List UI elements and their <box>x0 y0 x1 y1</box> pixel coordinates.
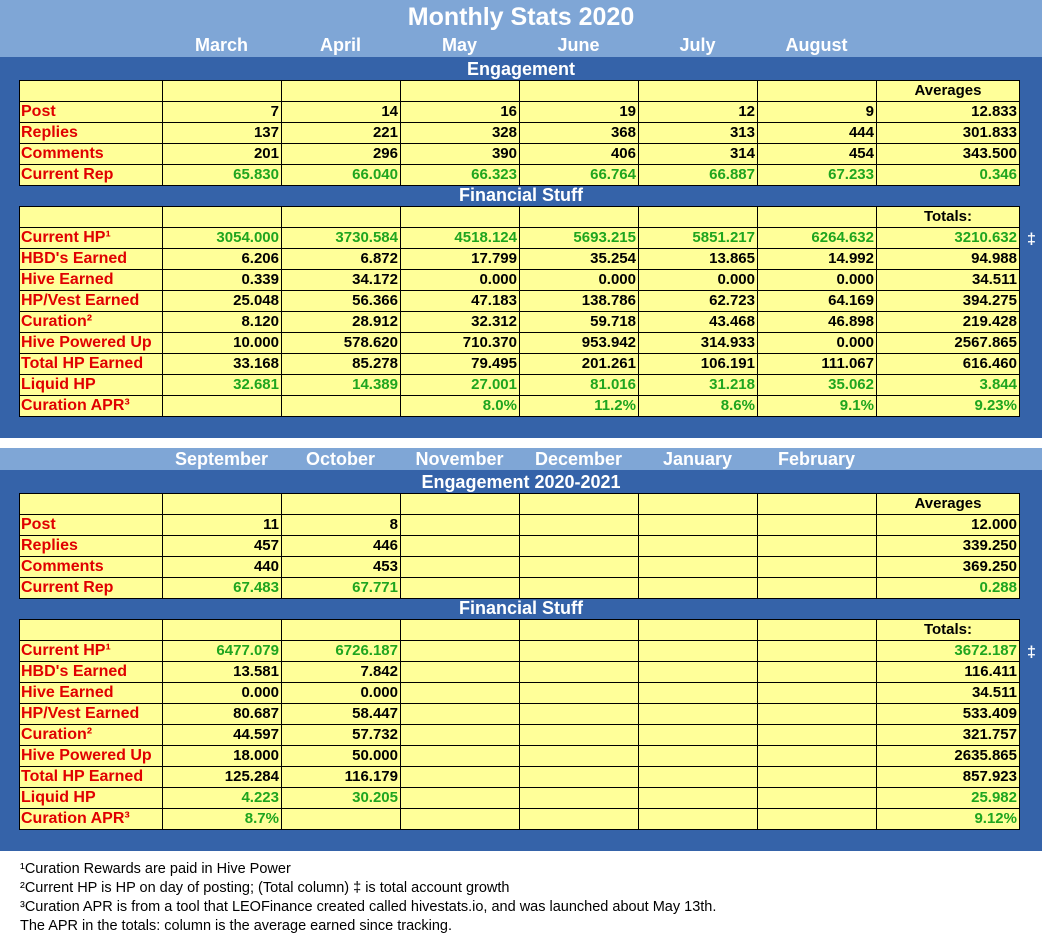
empty-cell <box>163 81 282 102</box>
row-label: Curation APR³ <box>20 396 163 417</box>
value-cell: 47.183 <box>401 291 520 312</box>
engagement-title-2: Engagement 2020-2021 <box>421 472 621 492</box>
row-label: Comments <box>20 144 163 165</box>
row-label: Curation² <box>20 312 163 333</box>
value-cell: 8.7% <box>163 809 282 830</box>
value-cell: 314 <box>639 144 758 165</box>
value-cell: 440 <box>163 557 282 578</box>
value-cell: 33.168 <box>163 354 282 375</box>
value-cell: 710.370 <box>401 333 520 354</box>
value-cell: 27.001 <box>401 375 520 396</box>
empty-cell <box>520 494 639 515</box>
value-cell <box>758 767 877 788</box>
summary-cell: 301.833 <box>877 123 1020 144</box>
table-row <box>20 375 1020 396</box>
engagement-table-2 <box>19 493 1020 599</box>
row-label: Replies <box>20 123 163 144</box>
section-separator <box>0 438 1042 448</box>
value-cell: 201.261 <box>520 354 639 375</box>
value-cell <box>758 557 877 578</box>
footnote: The APR in the totals: column is the average earned since tracking. <box>20 918 453 934</box>
summary-cell: 116.411 <box>877 662 1020 683</box>
empty-cell <box>639 620 758 641</box>
value-cell <box>520 662 639 683</box>
value-cell: 35.254 <box>520 249 639 270</box>
summary-cell: 9.23% <box>877 396 1020 417</box>
table-row <box>20 333 1020 354</box>
empty-cell <box>758 494 877 515</box>
summary-cell: 2567.865 <box>877 333 1020 354</box>
value-cell: 66.323 <box>401 165 520 186</box>
value-cell: 81.016 <box>520 375 639 396</box>
row-label: HBD's Earned <box>20 662 163 683</box>
empty-cell <box>401 620 520 641</box>
table-row <box>20 704 1020 725</box>
value-cell <box>401 536 520 557</box>
table-row <box>20 228 1020 249</box>
value-cell <box>639 536 758 557</box>
summary-cell: 12.000 <box>877 515 1020 536</box>
dagger-marker-2: ‡ <box>1027 644 1036 661</box>
value-cell: 17.799 <box>401 249 520 270</box>
value-cell: 18.000 <box>163 746 282 767</box>
value-cell: 31.218 <box>639 375 758 396</box>
row-label: Post <box>20 515 163 536</box>
empty-cell <box>758 620 877 641</box>
footnotes <box>20 860 716 936</box>
value-cell: 3054.000 <box>163 228 282 249</box>
value-cell: 296 <box>282 144 401 165</box>
value-cell <box>639 809 758 830</box>
month-header: October <box>305 449 375 469</box>
row-label: Curation APR³ <box>20 809 163 830</box>
value-cell: 953.942 <box>520 333 639 354</box>
value-cell: 6726.187 <box>282 641 401 662</box>
month-header: April <box>319 35 361 55</box>
table-row <box>20 557 1020 578</box>
value-cell: 116.179 <box>282 767 401 788</box>
value-cell <box>639 746 758 767</box>
table-row <box>20 641 1020 662</box>
value-cell <box>758 641 877 662</box>
value-cell: 79.495 <box>401 354 520 375</box>
empty-cell <box>401 494 520 515</box>
value-cell: 8.0% <box>401 396 520 417</box>
table-row <box>20 354 1020 375</box>
value-cell: 0.000 <box>758 270 877 291</box>
summary-cell: 34.511 <box>877 683 1020 704</box>
value-cell: 56.366 <box>282 291 401 312</box>
month-header: September <box>174 449 269 469</box>
dagger-marker: ‡ <box>1027 231 1036 248</box>
value-cell <box>639 515 758 536</box>
table-row <box>20 809 1020 830</box>
value-cell <box>520 809 639 830</box>
value-cell: 106.191 <box>639 354 758 375</box>
row-label: Total HP Earned <box>20 354 163 375</box>
empty-cell <box>639 207 758 228</box>
table-row <box>20 291 1020 312</box>
row-label: HP/Vest Earned <box>20 291 163 312</box>
value-cell <box>758 662 877 683</box>
value-cell: 0.000 <box>401 270 520 291</box>
value-cell <box>758 536 877 557</box>
table-row <box>20 144 1020 165</box>
row-label: Post <box>20 102 163 123</box>
value-cell: 446 <box>282 536 401 557</box>
summary-cell: 2635.865 <box>877 746 1020 767</box>
row-label: Liquid HP <box>20 375 163 396</box>
summary-header: Totals: <box>877 207 1020 228</box>
value-cell <box>520 641 639 662</box>
table-header-row <box>20 620 1020 641</box>
table-row <box>20 683 1020 704</box>
value-cell <box>639 788 758 809</box>
value-cell <box>520 578 639 599</box>
month-header: July <box>679 35 716 55</box>
summary-cell: 9.12% <box>877 809 1020 830</box>
value-cell: 444 <box>758 123 877 144</box>
value-cell <box>520 788 639 809</box>
value-cell: 453 <box>282 557 401 578</box>
financial-title: Financial Stuff <box>458 185 583 205</box>
value-cell: 14.389 <box>282 375 401 396</box>
row-label: Current Rep <box>20 165 163 186</box>
value-cell: 4.223 <box>163 788 282 809</box>
summary-cell: 34.511 <box>877 270 1020 291</box>
value-cell: 125.284 <box>163 767 282 788</box>
value-cell <box>758 788 877 809</box>
empty-cell <box>20 81 163 102</box>
month-header: November <box>415 449 504 469</box>
footnote: ²Current HP is HP on day of posting; (Total column) ‡ is total account growth <box>20 880 510 896</box>
row-label: Liquid HP <box>20 788 163 809</box>
row-label: Hive Earned <box>20 270 163 291</box>
table-row <box>20 249 1020 270</box>
value-cell: 14.992 <box>758 249 877 270</box>
empty-cell <box>282 620 401 641</box>
value-cell <box>401 641 520 662</box>
value-cell: 578.620 <box>282 333 401 354</box>
summary-cell: 219.428 <box>877 312 1020 333</box>
financial-table-2 <box>19 619 1020 830</box>
value-cell: 66.764 <box>520 165 639 186</box>
row-label: Hive Powered Up <box>20 746 163 767</box>
value-cell: 9 <box>758 102 877 123</box>
value-cell: 406 <box>520 144 639 165</box>
value-cell <box>758 704 877 725</box>
row-label: Curation² <box>20 725 163 746</box>
value-cell <box>758 725 877 746</box>
value-cell: 66.040 <box>282 165 401 186</box>
value-cell: 67.483 <box>163 578 282 599</box>
summary-cell: 339.250 <box>877 536 1020 557</box>
month-header: January <box>662 449 733 469</box>
summary-cell: 3.844 <box>877 375 1020 396</box>
empty-cell <box>282 207 401 228</box>
value-cell <box>639 767 758 788</box>
empty-cell <box>401 207 520 228</box>
value-cell <box>758 683 877 704</box>
value-cell: 50.000 <box>282 746 401 767</box>
table-row <box>20 662 1020 683</box>
value-cell: 65.830 <box>163 165 282 186</box>
value-cell: 368 <box>520 123 639 144</box>
empty-cell <box>758 207 877 228</box>
summary-cell: 343.500 <box>877 144 1020 165</box>
table-row <box>20 536 1020 557</box>
value-cell: 11.2% <box>520 396 639 417</box>
value-cell: 14 <box>282 102 401 123</box>
value-cell: 111.067 <box>758 354 877 375</box>
row-label: Hive Earned <box>20 683 163 704</box>
value-cell: 10.000 <box>163 333 282 354</box>
value-cell: 454 <box>758 144 877 165</box>
value-cell <box>758 746 877 767</box>
value-cell <box>520 536 639 557</box>
row-label: Replies <box>20 536 163 557</box>
value-cell: 67.771 <box>282 578 401 599</box>
summary-cell: 394.275 <box>877 291 1020 312</box>
value-cell: 13.581 <box>163 662 282 683</box>
table-row <box>20 270 1020 291</box>
value-cell: 35.062 <box>758 375 877 396</box>
table-header-row <box>20 81 1020 102</box>
value-cell: 8 <box>282 515 401 536</box>
value-cell: 6264.632 <box>758 228 877 249</box>
value-cell: 66.887 <box>639 165 758 186</box>
summary-header: Averages <box>877 494 1020 515</box>
value-cell <box>639 662 758 683</box>
value-cell: 201 <box>163 144 282 165</box>
summary-cell: 3210.632 <box>877 228 1020 249</box>
value-cell: 30.205 <box>282 788 401 809</box>
value-cell: 67.233 <box>758 165 877 186</box>
value-cell <box>401 725 520 746</box>
table-row <box>20 767 1020 788</box>
value-cell <box>758 809 877 830</box>
empty-cell <box>20 620 163 641</box>
summary-header: Totals: <box>877 620 1020 641</box>
value-cell: 44.597 <box>163 725 282 746</box>
summary-cell: 3672.187 <box>877 641 1020 662</box>
value-cell <box>401 809 520 830</box>
summary-header: Averages <box>877 81 1020 102</box>
value-cell: 138.786 <box>520 291 639 312</box>
empty-cell <box>401 81 520 102</box>
value-cell <box>639 557 758 578</box>
row-label: Current Rep <box>20 578 163 599</box>
footnote: ¹Curation Rewards are paid in Hive Power <box>20 861 291 877</box>
value-cell: 4518.124 <box>401 228 520 249</box>
value-cell: 221 <box>282 123 401 144</box>
value-cell <box>639 704 758 725</box>
empty-cell <box>639 81 758 102</box>
table-row <box>20 396 1020 417</box>
month-header: June <box>557 35 600 55</box>
engagement-title: Engagement <box>466 59 576 79</box>
row-label: Hive Powered Up <box>20 333 163 354</box>
table-row <box>20 312 1020 333</box>
value-cell <box>282 396 401 417</box>
value-cell: 34.172 <box>282 270 401 291</box>
value-cell <box>401 515 520 536</box>
value-cell: 3730.584 <box>282 228 401 249</box>
value-cell: 16 <box>401 102 520 123</box>
empty-cell <box>20 207 163 228</box>
value-cell <box>520 725 639 746</box>
table-header-row <box>20 207 1020 228</box>
value-cell: 58.447 <box>282 704 401 725</box>
value-cell: 328 <box>401 123 520 144</box>
value-cell <box>520 746 639 767</box>
table-row <box>20 578 1020 599</box>
value-cell: 8.6% <box>639 396 758 417</box>
value-cell <box>520 515 639 536</box>
empty-cell <box>520 620 639 641</box>
value-cell <box>401 788 520 809</box>
summary-cell: 0.288 <box>877 578 1020 599</box>
page-title: Monthly Stats 2020 <box>407 3 635 31</box>
table-row <box>20 515 1020 536</box>
value-cell <box>401 704 520 725</box>
value-cell: 11 <box>163 515 282 536</box>
month-header: March <box>194 35 248 55</box>
value-cell: 6.206 <box>163 249 282 270</box>
value-cell: 62.723 <box>639 291 758 312</box>
value-cell <box>401 683 520 704</box>
summary-cell: 533.409 <box>877 704 1020 725</box>
row-label: HBD's Earned <box>20 249 163 270</box>
table-row <box>20 788 1020 809</box>
value-cell: 5693.215 <box>520 228 639 249</box>
value-cell <box>758 578 877 599</box>
value-cell <box>520 767 639 788</box>
value-cell: 7.842 <box>282 662 401 683</box>
month-header: February <box>777 449 856 469</box>
table-header-row <box>20 494 1020 515</box>
value-cell: 0.000 <box>520 270 639 291</box>
row-label: Current HP¹ <box>20 228 163 249</box>
value-cell <box>639 683 758 704</box>
value-cell: 43.468 <box>639 312 758 333</box>
value-cell: 5851.217 <box>639 228 758 249</box>
value-cell: 390 <box>401 144 520 165</box>
value-cell: 80.687 <box>163 704 282 725</box>
summary-cell: 857.923 <box>877 767 1020 788</box>
row-label: Comments <box>20 557 163 578</box>
value-cell: 0.000 <box>282 683 401 704</box>
value-cell: 85.278 <box>282 354 401 375</box>
table-row <box>20 123 1020 144</box>
value-cell: 137 <box>163 123 282 144</box>
summary-cell: 321.757 <box>877 725 1020 746</box>
empty-cell <box>163 620 282 641</box>
value-cell <box>520 557 639 578</box>
value-cell: 32.681 <box>163 375 282 396</box>
empty-cell <box>282 494 401 515</box>
value-cell: 0.000 <box>639 270 758 291</box>
value-cell: 313 <box>639 123 758 144</box>
value-cell <box>163 396 282 417</box>
empty-cell <box>20 494 163 515</box>
value-cell: 9.1% <box>758 396 877 417</box>
value-cell <box>401 557 520 578</box>
value-cell: 59.718 <box>520 312 639 333</box>
month-header: August <box>785 35 848 55</box>
value-cell <box>520 683 639 704</box>
row-label: Total HP Earned <box>20 767 163 788</box>
table-row <box>20 725 1020 746</box>
value-cell <box>401 767 520 788</box>
value-cell: 457 <box>163 536 282 557</box>
value-cell: 19 <box>520 102 639 123</box>
value-cell <box>401 662 520 683</box>
summary-cell: 25.982 <box>877 788 1020 809</box>
value-cell: 64.169 <box>758 291 877 312</box>
summary-cell: 369.250 <box>877 557 1020 578</box>
value-cell: 25.048 <box>163 291 282 312</box>
summary-cell: 12.833 <box>877 102 1020 123</box>
row-label: Current HP¹ <box>20 641 163 662</box>
value-cell: 57.732 <box>282 725 401 746</box>
empty-cell <box>520 81 639 102</box>
footnote: ³Curation APR is from a tool that LEOFinance created called hivestats.io, and was launched about May 13th. <box>20 899 717 915</box>
value-cell: 8.120 <box>163 312 282 333</box>
value-cell: 28.912 <box>282 312 401 333</box>
empty-cell <box>758 81 877 102</box>
summary-cell: 616.460 <box>877 354 1020 375</box>
empty-cell <box>282 81 401 102</box>
month-header: May <box>441 35 477 55</box>
value-cell: 12 <box>639 102 758 123</box>
value-cell <box>639 578 758 599</box>
empty-cell <box>163 207 282 228</box>
financial-title-2: Financial Stuff <box>458 598 583 618</box>
table-row <box>20 102 1020 123</box>
financial-table <box>19 206 1020 417</box>
value-cell <box>401 578 520 599</box>
value-cell <box>520 704 639 725</box>
value-cell: 32.312 <box>401 312 520 333</box>
value-cell: 6477.079 <box>163 641 282 662</box>
empty-cell <box>163 494 282 515</box>
value-cell: 314.933 <box>639 333 758 354</box>
summary-cell: 94.988 <box>877 249 1020 270</box>
value-cell: 7 <box>163 102 282 123</box>
table-row <box>20 746 1020 767</box>
value-cell: 0.339 <box>163 270 282 291</box>
value-cell: 46.898 <box>758 312 877 333</box>
value-cell: 0.000 <box>758 333 877 354</box>
value-cell: 6.872 <box>282 249 401 270</box>
table-row <box>20 165 1020 186</box>
value-cell <box>282 809 401 830</box>
summary-cell: 0.346 <box>877 165 1020 186</box>
value-cell <box>639 725 758 746</box>
row-label: HP/Vest Earned <box>20 704 163 725</box>
engagement-table <box>19 80 1020 186</box>
value-cell <box>639 641 758 662</box>
value-cell: 0.000 <box>163 683 282 704</box>
empty-cell <box>639 494 758 515</box>
value-cell <box>758 515 877 536</box>
empty-cell <box>520 207 639 228</box>
month-header: December <box>534 449 623 469</box>
value-cell <box>401 746 520 767</box>
value-cell: 13.865 <box>639 249 758 270</box>
